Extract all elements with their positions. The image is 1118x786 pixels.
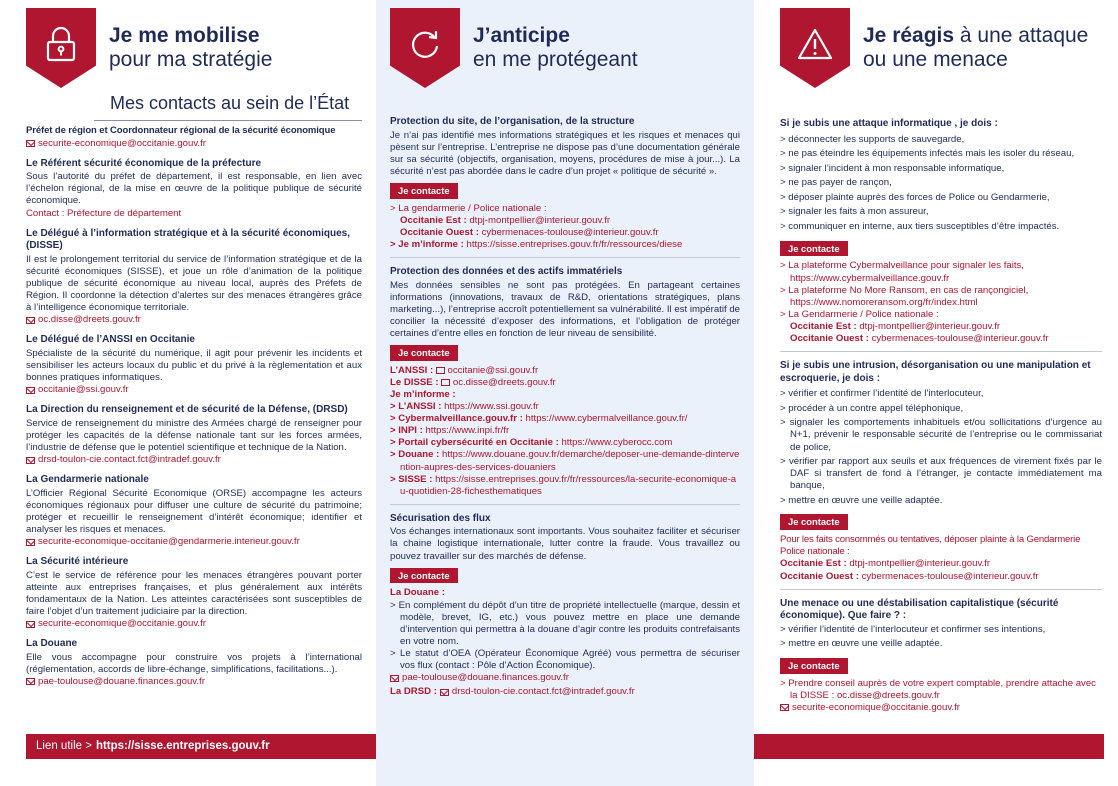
refresh-icon <box>407 26 443 62</box>
divider <box>780 589 1102 590</box>
contact-block-drsd: La Direction du renseignement et de sécurité de la Défense, (DRSD) Service de renseignement du ministre des Armées chargé de renseigner pour protéger les capacités de la défense nationale tant sur les forces armées, l’industrie de défense que le potentiel scientifique et technique de la Nation. drsd-toulon-cie.contact.fct@intradef.gouv.fr <box>26 404 362 466</box>
contact-block-anssi: Le Délégué de l’ANSSI en Occitanie Spécialiste de la sécurité du numérique, il agit pour prévenir les incidents et sensibiliser les acteurs locaux du public et du privé à la règlementation et aux bonnes pratiques informatiques. occitanie@ssi.gouv.fr <box>26 334 362 396</box>
header-badge <box>390 8 460 88</box>
envelope-icon <box>441 379 450 386</box>
column-title: J’anticipe en me protégeant <box>473 24 638 71</box>
contact-button[interactable]: Je contacte <box>780 241 848 257</box>
contact-button[interactable]: Je contacte <box>390 183 458 199</box>
envelope-icon <box>780 704 789 711</box>
column-reagis <box>754 0 1118 786</box>
column-mobilise <box>0 0 376 786</box>
padlock-icon <box>44 25 78 63</box>
email-link[interactable]: drsd-toulon-cie.contact.fct@intradef.gouv.fr <box>26 454 362 466</box>
contact-block-disse: Le Délégué à l’information stratégique et à la sécurité économiques, (DISSE) Il est le prolongement territorial du service de l’information stratégique et de la sécurité économiques (SISSE), et joue un rôle d’animation de la politique publique de sécurité économique au niveau local, auprès des Préfets de Région. Il coordonne la détection d’alertes sur des menaces étrangères grâce à l’intelligence économique territoriale. oc.disse@dreets.gouv.fr <box>26 227 362 326</box>
section-securisation-flux: Sécurisation des flux Vos échanges internationaux sont importants. Vous souhaitez faciliter et sécuriser la chaine logistique internationale, lutter contre la fraude. Vous travaillez ou pouvez travailler sur des marchés de défense. Je contacte La Douane : > En complément du dépôt d’un titre de propriété intellectuelle (marque, dessin et modèle, brevet, IG, etc.) vous pouvez mettre en place une demande d’intervention qui permettra à la douane d’agir contre les produits contrefaisants en votre nom. > Le statut d’OEA (Opérateur Économique Agréé) vous permettra de sécuriser vos flux (contact : Pôle d’Action Économique). pae-toulouse@douane.finances.gouv.fr La DRSD : drsd-toulon-cie.contact.fct@intradef.gouv.fr <box>390 512 740 698</box>
email-link[interactable]: occitanie@ssi.gouv.fr <box>26 384 362 396</box>
section-protection-donnees: Protection des données et des actifs immatériels Mes données sensibles ne sont pas protégées. En partageant certaines informations (innovations, travaux de R&D, orientations stratégiques, plans marketing...), l’entreprise accroît potentiellement sa vulnérabilité. Il est impératif de concilier la nécessité d’exposer des informations, et l’obligation de protéger certaines d’entre elles en fonction de leur niveau de sensibilité. Je contacte L’ANSSI : occitanie@ssi.gouv.fr Le DISSE : oc.disse@dreets.gouv.fr Je m’informe : > L’ANSSI : https://www.ssi.gouv.fr > Cybermalveillance.gouv.fr : https://www.cybermalveillance.gouv.fr/ > INPI : https://www.inpi.fr/fr > Portail cybersécurité en Occitanie : https://www.cyberocc.com > Douane : https://www.douane.gouv.fr/demarche/deposer-une-demande-dintervention-aupres-des-services-douaniers > SISSE : https://sisse.entreprises.gouv.fr/fr/ressources/la-securite-economique-au-quotidien-28-fichesthematiques <box>390 266 740 497</box>
column-header <box>26 0 362 88</box>
column-anticipe <box>376 0 754 786</box>
section-protection-site: Protection du site, de l’organisation, de la structure Je n’ai pas identifié mes informations stratégiques et les risques et menaces qui pèsent sur l’entreprise. L’entreprise ne dispose pas d’une documentation générale sur sa sécurité (objectifs, organisation, moyens, procédures de mise à jour...). La sécurité n’est pas abordée dans le cadre d’un projet « politique de sécurité ». Je contacte > La gendarmerie / Police nationale : Occitanie Est : dtpj-montpellier@interieur.gouv.fr Occitanie Ouest : cybermenaces-toulouse@interieur.gouv.fr > Je m’informe : https://sisse.entreprises.gouv.fr/fr/ressources/diese <box>390 116 740 250</box>
email-link[interactable]: pae-toulouse@douane.finances.gouv.fr <box>390 672 740 684</box>
email-link[interactable]: La DRSD : drsd-toulon-cie.contact.fct@intradef.gouv.fr <box>390 686 635 698</box>
warning-icon <box>796 27 834 61</box>
envelope-icon <box>26 621 35 628</box>
contact-block-douane: La Douane Elle vous accompagne pour construire vos projets à l’international (réglementation, accords de libre-échange, simplifications, facilitations...). pae-toulouse@douane.finances.gouv.fr <box>26 638 362 687</box>
contact-block-gendarmerie: La Gendarmerie nationale L’Officier Régional Sécurité Economique (ORSE) accompagne les acteurs économiques régionaux pour diffuser une culture de sécurité du patrimoine; protéger et recueillir le renseignement d’intérêt économique; identifier et analyser les risques et menaces. securite-economique-occitanie@gendarmerie.interieur.gouv.fr <box>26 474 362 547</box>
email-link[interactable]: securite-economique@occitanie.gouv.fr <box>26 138 362 150</box>
useful-link-url[interactable]: https://sisse.entreprises.gouv.fr <box>95 740 270 753</box>
email-link[interactable]: securite-economique@occitanie.gouv.fr <box>26 618 362 630</box>
envelope-icon <box>26 387 35 394</box>
section-destabilisation: Une menace ou une déstabilisation capitalistique (sécurité économique). Que faire ? : > vérifier l’identité de l’interlocuteur et confirmer ses intentions, > mettre en œuvre une veille adaptée. Je contacte > Prendre conseil auprès de votre expert comptable, prendre attache avec la DISSE : oc.disse@dreets.gouv.fr securite-economique@occitanie.gouv.fr <box>780 598 1102 714</box>
envelope-icon <box>26 317 35 324</box>
contact-block-referent: Le Référent sécurité économique de la préfecture Sous l’autorité du préfet de département, il est responsable, en lien avec l’échelon régional, de la mise en œuvre de la politique publique de sécurité économique. Contact : Préfecture de département <box>26 157 362 219</box>
envelope-icon <box>26 678 35 685</box>
divider <box>780 351 1102 352</box>
envelope-icon <box>436 367 445 374</box>
column-title: Je me mobilise pour ma stratégie <box>109 24 273 71</box>
contact-button[interactable]: Je contacte <box>390 568 458 584</box>
divider <box>390 504 740 505</box>
contact-button[interactable]: Je contacte <box>780 514 848 530</box>
envelope-icon <box>26 140 35 147</box>
contact-button[interactable]: Je contacte <box>390 345 458 361</box>
useful-link-bar[interactable]: Lien utile > https://sisse.entreprises.gouv.fr <box>26 734 1104 759</box>
contact-button[interactable]: Je contacte <box>780 658 848 674</box>
column-header <box>390 0 740 88</box>
email-link[interactable]: securite-economique@occitanie.gouv.fr <box>780 702 1102 714</box>
email-link[interactable]: pae-toulouse@douane.finances.gouv.fr <box>26 676 362 688</box>
column-header <box>780 0 1102 88</box>
divider <box>390 257 740 258</box>
header-badge <box>780 8 850 88</box>
envelope-icon <box>440 689 449 696</box>
envelope-icon <box>26 457 35 464</box>
header-badge <box>26 8 96 88</box>
contact-block-securite-interieure: La Sécurité intérieure C’est le service de référence pour les menaces étrangères pouvant porter atteinte aux entreprises françaises, et plus généralement aux intérêts fondamentaux de la Nation. Les atteintes caractérisées sont susceptibles de faire l’objet d’un traitement judiciaire par la direction. securite-economique@occitanie.gouv.fr <box>26 556 362 629</box>
section-attaque-informatique: Si je subis une attaque informatique , je dois : > déconnecter les supports de sauvegarde, > ne pas éteindre les équipements infectés mais les isoler du réseau, > signaler l’incident à mon responsable informatique, > ne pas payer de rançon, > déposer plainte auprès des forces de Police ou Gendarmerie, > signaler les faits à mon assureur, > communiquer en interne, aux tiers susceptibles d’être impactés. Je contacte > La plateforme Cybermalveillance pour signaler les faits, https://www.cybermalveillance.gouv.fr > La plateforme No More Ransom, en cas de rançongiciel, https://www.nomoreransom.org/fr/index.html > La Gendarmerie / Police nationale : Occitanie Est : dtpj-montpellier@interieur.gouv.fr Occitanie Ouest : cybermenaces-toulouse@interieur.gouv.fr <box>780 118 1075 344</box>
envelope-icon <box>390 675 399 682</box>
contacts-title: Mes contacts au sein de l’État <box>110 92 362 115</box>
email-link[interactable]: securite-economique-occitanie@gendarmerie.interieur.gouv.fr <box>26 536 362 548</box>
email-link[interactable]: oc.disse@dreets.gouv.fr <box>26 314 362 326</box>
section-intrusion: Si je subis une intrusion, désorganisation ou une manipulation et escroquerie, je dois : > vérifier et confirmer l’identité de l’interlocuteur, > procéder à un contre appel téléphonique, > signaler les comportements inhabituels et/ou sollicitations d’urgence au N+1, prévenir le responsable sécurité de l’entreprise ou le commissariat de police, > vérifier par rapport aux seuils et aux fréquences de virement fixés par le DAF si transfert de fond à l’étranger, je contacte immédiatement ma banque, > mettre en œuvre une veille adaptée. Je contacte Pour les faits consommés ou tentatives, déposer plainte à la Gendarmerie Police nationale : Occitanie Est : dtpj-montpellier@interieur.gouv.fr Occitanie Ouest : cybermenaces-toulouse@interieur.gouv.fr <box>780 360 1102 582</box>
envelope-icon <box>26 539 35 546</box>
column-title: Je réagis à une attaque ou une menace <box>863 24 1089 71</box>
contact-block-prefet: Préfet de région et Coordonnateur régional de la sécurité économique securite-economique@occitanie.gouv.fr <box>26 125 362 150</box>
